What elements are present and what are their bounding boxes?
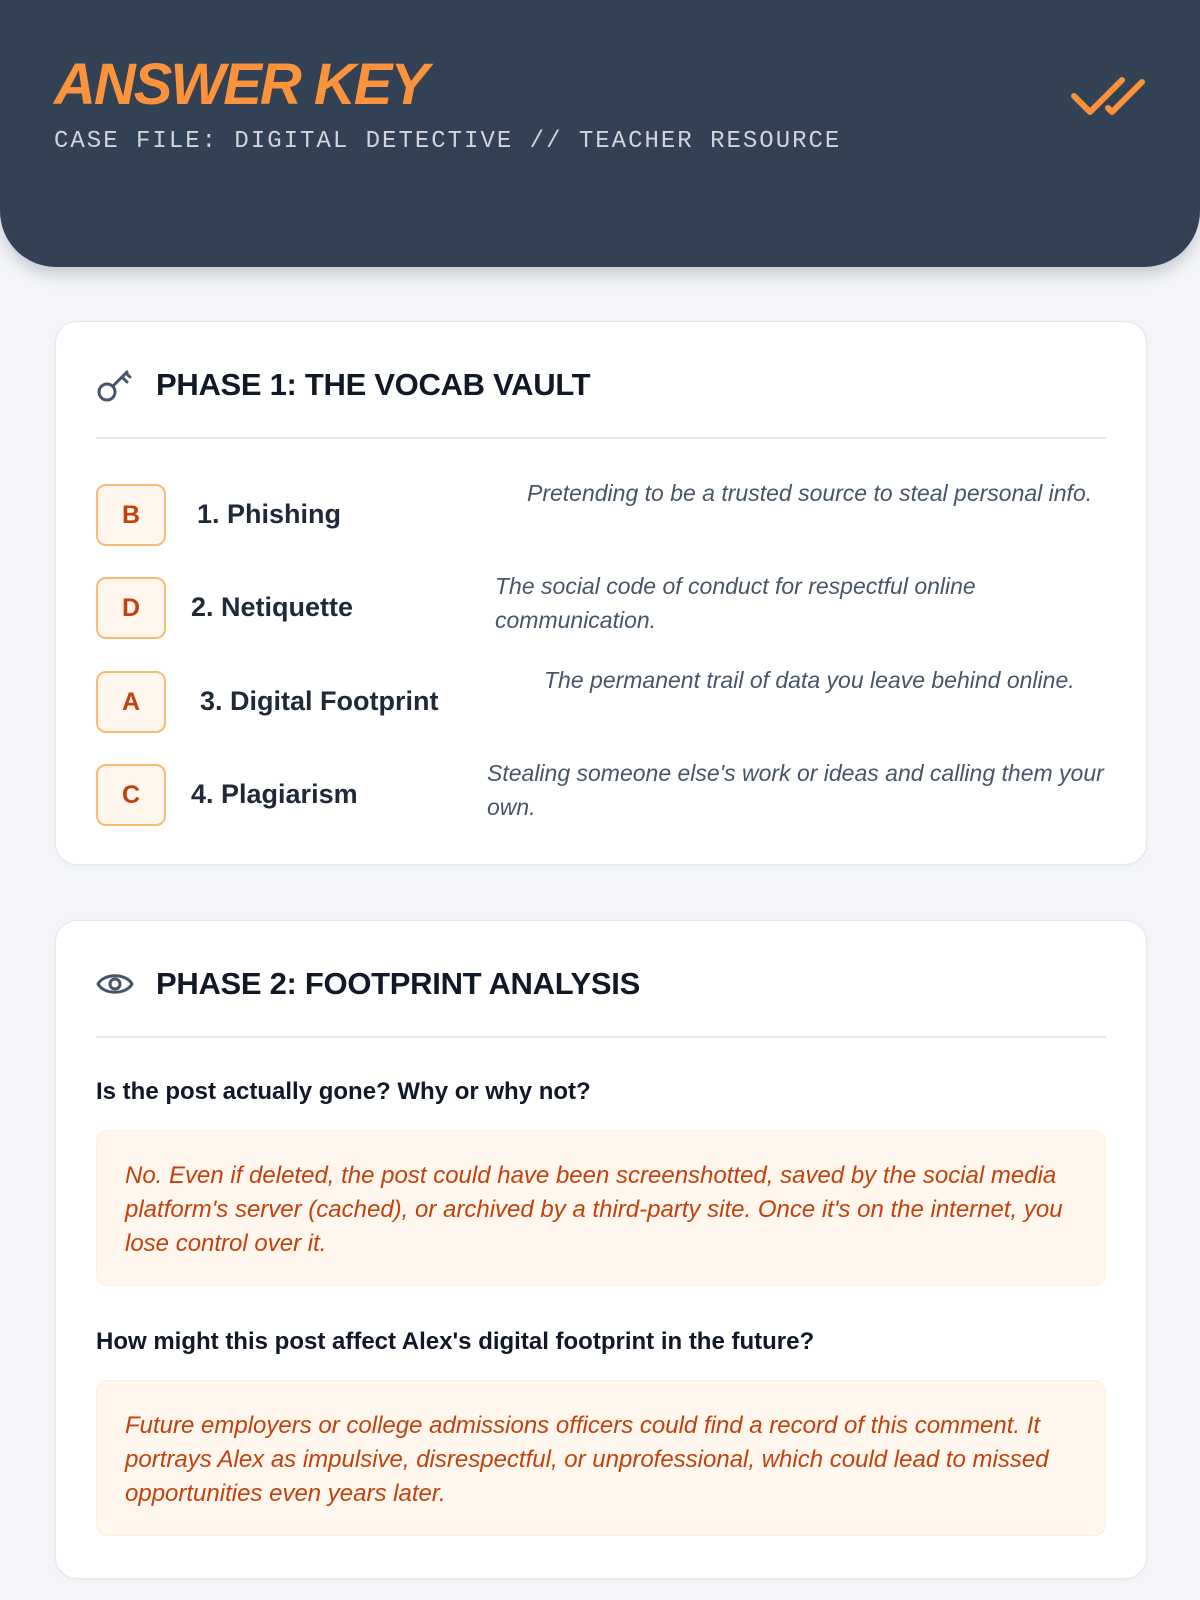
- footprint-analysis-card: [55, 920, 1147, 1579]
- key-icon: [96, 366, 134, 404]
- header-banner: [0, 0, 1200, 267]
- section-title: PHASE 2: FOOTPRINT ANALYSIS: [156, 966, 640, 1001]
- question-text: How might this post affect Alex's digital footprint in the future?: [96, 1328, 815, 1355]
- vocab-row: [96, 569, 1106, 649]
- answer-letter-badge: D: [96, 577, 166, 639]
- vocab-term: 2. Netiquette: [191, 592, 354, 622]
- vocab-term: 1. Phishing: [197, 499, 342, 529]
- vocab-row: [96, 756, 1106, 836]
- answer-box: Future employers or college admissions officers could find a record of this comment. It portrays Alex as impulsive, disrespectful, or unprofessional, which could lead to missed opportunities even years later.: [96, 1380, 1106, 1536]
- vocab-term: 3. Digital Footprint: [200, 686, 439, 716]
- vocab-row: [96, 476, 1106, 556]
- footprint-analysis-header: [96, 921, 1106, 1038]
- vocab-definition: The permanent trail of data you leave behind online.: [544, 667, 1075, 693]
- section-title: PHASE 1: THE VOCAB VAULT: [156, 367, 591, 402]
- vocab-term: 4. Plagiarism: [191, 779, 358, 809]
- vocab-vault-header: [96, 322, 1106, 439]
- answer-box: No. Even if deleted, the post could have been screenshotted, saved by the social media platform's server (cached), or archived by a third-party site. Once it's on the internet, you lose control over it.: [96, 1130, 1106, 1286]
- answer-letter-badge: C: [96, 764, 166, 826]
- answer-letter-badge: A: [96, 671, 166, 733]
- vocab-vault-card: [55, 321, 1147, 865]
- page-subtitle: CASE FILE: DIGITAL DETECTIVE // TEACHER RESOURCE: [54, 128, 842, 155]
- vocab-row: [96, 663, 1106, 743]
- page-title: ANSWER KEY: [54, 52, 428, 117]
- vocab-definition: Pretending to be a trusted source to steal personal info.: [527, 480, 1093, 506]
- vocab-definition: Stealing someone else's work or ideas and calling them your own.: [487, 760, 1104, 820]
- question-text: Is the post actually gone? Why or why not?: [96, 1078, 591, 1105]
- eye-icon: [96, 965, 134, 1003]
- answer-letter-badge: B: [96, 484, 166, 546]
- double-check-icon: [1070, 70, 1146, 122]
- vocab-definition: The social code of conduct for respectful online communication.: [495, 573, 976, 633]
